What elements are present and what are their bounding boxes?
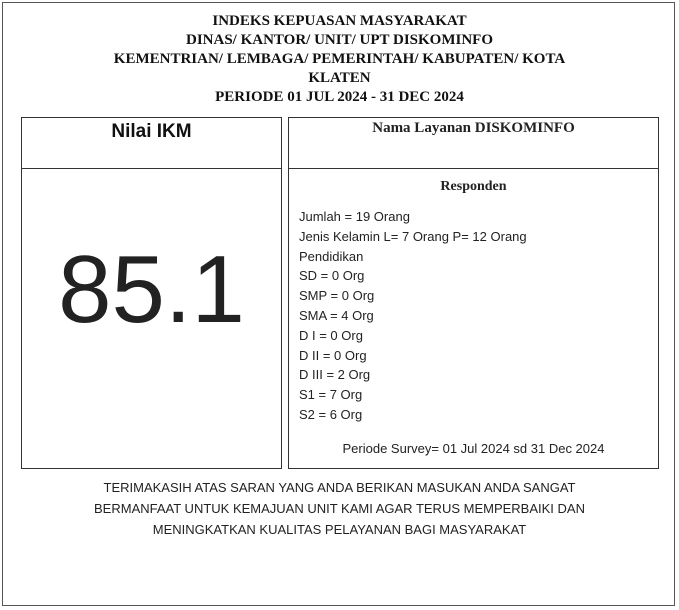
responden-s2: S2 = 6 Org bbox=[299, 406, 363, 422]
responden-title: Responden bbox=[440, 179, 507, 194]
footer-message bbox=[0, 477, 679, 540]
header-kementrian: KEMENTRIAN/ LEMBAGA/ PEMERINTAH/ KABUPATEN/ KOTA bbox=[113, 51, 566, 67]
responden-jenis-kelamin: Jenis Kelamin L= 7 Orang P= 12 Orang bbox=[299, 228, 527, 244]
header-title: INDEKS KEPUASAN MASYARAKAT bbox=[212, 13, 467, 29]
responden-d2: D II = 0 Org bbox=[299, 347, 367, 363]
ikm-score-box bbox=[21, 168, 282, 469]
responden-jumlah: Jumlah = 19 Orang bbox=[299, 209, 410, 224]
ikm-label: Nilai IKM bbox=[111, 121, 192, 142]
responden-box bbox=[288, 168, 659, 469]
layanan-box bbox=[288, 117, 659, 169]
ikm-score-value: 85.1 bbox=[58, 236, 245, 343]
header-dinas: DINAS/ KANTOR/ UNIT/ UPT DISKOMINFO bbox=[186, 32, 493, 48]
footer-line-1: TERIMAKASIH ATAS SARAN YANG ANDA BERIKAN MASUKAN ANDA SANGAT bbox=[103, 480, 576, 495]
responden-list bbox=[299, 207, 527, 425]
responden-sd: SD = 0 Org bbox=[299, 268, 365, 284]
layanan-title: Nama Layanan DISKOMINFO bbox=[372, 120, 575, 136]
document-header bbox=[0, 12, 679, 107]
periode-survey: Periode Survey= 01 Jul 2024 sd 31 Dec 2024 bbox=[342, 441, 605, 456]
responden-s1: S1 = 7 Org bbox=[299, 387, 363, 403]
responden-d1: D I = 0 Org bbox=[299, 327, 363, 343]
header-periode: PERIODE 01 JUL 2024 - 31 DEC 2024 bbox=[215, 89, 464, 105]
responden-d3: D III = 2 Org bbox=[299, 367, 371, 383]
responden-smp: SMP = 0 Org bbox=[299, 288, 375, 304]
responden-sma: SMA = 4 Org bbox=[299, 307, 374, 323]
footer-line-3: MENINGKATKAN KUALITAS PELAYANAN BAGI MASYARAKAT bbox=[152, 522, 527, 537]
responden-pendidikan-label: Pendidikan bbox=[299, 248, 364, 264]
header-kota: KLATEN bbox=[308, 70, 371, 86]
footer-line-2: BERMANFAAT UNTUK KEMAJUAN UNIT KAMI AGAR TERUS MEMPERBAIKI DAN bbox=[94, 501, 585, 516]
ikm-label-box bbox=[21, 117, 282, 169]
